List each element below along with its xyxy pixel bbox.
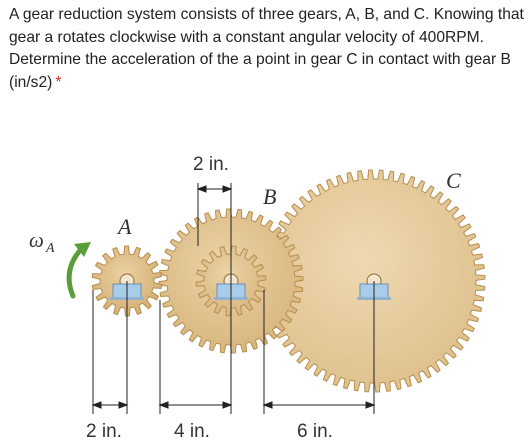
question-body: A gear reduction system consists of three gears, A, B, and C. Knowing that gear a rotates clockwise with a constant angular velocity of 400RPM. Determine the acceleration of the a point in gear C in contact with gear B (in/s2) [9, 6, 524, 91]
required-asterisk: * [55, 73, 62, 91]
angular-velocity-arrow [69, 242, 91, 296]
dimension-a-label: 2 in. [86, 421, 122, 442]
dimension-b-label: 4 in. [174, 421, 210, 442]
omega-subscript: A [46, 241, 55, 256]
gear-c-label: C [446, 168, 461, 193]
omega-label [29, 228, 55, 256]
omega-symbol: ω [29, 228, 44, 252]
gear-b-label: B [263, 184, 277, 209]
dimension-top-label: 2 in. [193, 154, 229, 175]
dimension-c-label: 6 in. [297, 421, 333, 442]
gear-a-label: A [118, 214, 132, 239]
